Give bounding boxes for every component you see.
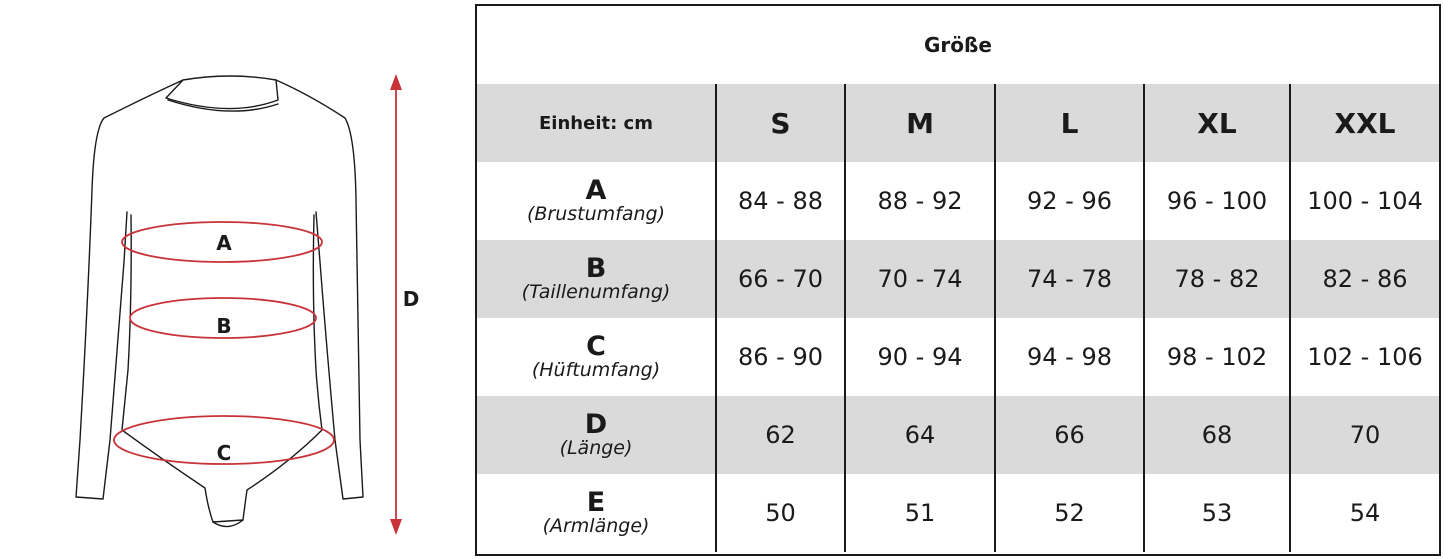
size-header-xl: XL	[1145, 84, 1291, 162]
table-row-d	[477, 396, 1439, 474]
table-cell: 51	[846, 474, 996, 552]
table-cell: 98 - 102	[1145, 318, 1291, 396]
table-cell: 54	[1349, 499, 1381, 527]
torso-outline	[122, 215, 322, 522]
bodysuit-outline-drawing	[0, 0, 470, 559]
row-header-e	[477, 474, 717, 552]
table-cell: 70 - 74	[846, 240, 996, 318]
bodysuit-measurement-diagram	[0, 0, 470, 559]
size-header-l: L	[996, 84, 1145, 162]
table-cell: 66 - 70	[717, 240, 846, 318]
table-cell: 92 - 96	[996, 162, 1145, 240]
right-sleeve-outline	[276, 80, 363, 499]
row-description: (Brustumfang)	[526, 203, 666, 226]
table-cell: 96 - 100	[1145, 162, 1291, 240]
table-cell: 62	[717, 396, 846, 474]
table-cell: 50	[717, 474, 846, 552]
row-description: (Länge)	[559, 437, 633, 460]
measure-d-label: D	[402, 287, 420, 311]
table-cell: 70	[1349, 421, 1381, 449]
table-row-a	[477, 162, 1439, 240]
table-cell: 53	[1145, 474, 1291, 552]
row-letter: B	[585, 252, 607, 284]
measure-b-label: B	[216, 314, 232, 338]
size-header-row	[477, 84, 1439, 162]
row-letter: C	[586, 330, 606, 362]
table-cell: 74 - 78	[996, 240, 1145, 318]
row-header-d	[477, 396, 717, 474]
measure-c-label: C	[216, 441, 232, 465]
row-description: (Hüftumfang)	[531, 359, 661, 382]
row-header-b	[477, 240, 717, 318]
table-cell: 100 - 104	[1307, 187, 1423, 215]
table-cell: 90 - 94	[846, 318, 996, 396]
table-cell: 94 - 98	[996, 318, 1145, 396]
row-description: (Taillenumfang)	[521, 281, 671, 304]
table-cell: 66	[996, 396, 1145, 474]
table-cell: 84 - 88	[717, 162, 846, 240]
row-letter: A	[585, 174, 607, 206]
row-header-a	[477, 162, 717, 240]
table-cell: 52	[996, 474, 1145, 552]
table-title: Größe	[924, 33, 992, 57]
table-cell: 78 - 82	[1145, 240, 1291, 318]
measure-d-arrow-top	[390, 74, 402, 90]
measure-d-arrow-bottom	[390, 519, 402, 535]
unit-label: Einheit: cm	[477, 84, 717, 162]
table-row-c	[477, 318, 1439, 396]
table-cell: 64	[846, 396, 996, 474]
table-cell: 102 - 106	[1307, 343, 1423, 371]
row-letter: D	[584, 408, 608, 440]
row-header-c	[477, 318, 717, 396]
table-cell: 82 - 86	[1322, 265, 1408, 293]
size-chart-table	[475, 4, 1441, 556]
table-row-b	[477, 240, 1439, 318]
row-letter: E	[586, 486, 606, 518]
row-description: (Armlänge)	[542, 515, 650, 538]
measure-a-label: A	[216, 231, 232, 255]
size-header-xxl: XXL	[1334, 106, 1396, 140]
table-row-e	[477, 474, 1439, 552]
size-header-m: M	[846, 84, 996, 162]
size-header-s: S	[717, 84, 846, 162]
table-cell: 68	[1145, 396, 1291, 474]
table-cell: 86 - 90	[717, 318, 846, 396]
table-cell: 88 - 92	[846, 162, 996, 240]
